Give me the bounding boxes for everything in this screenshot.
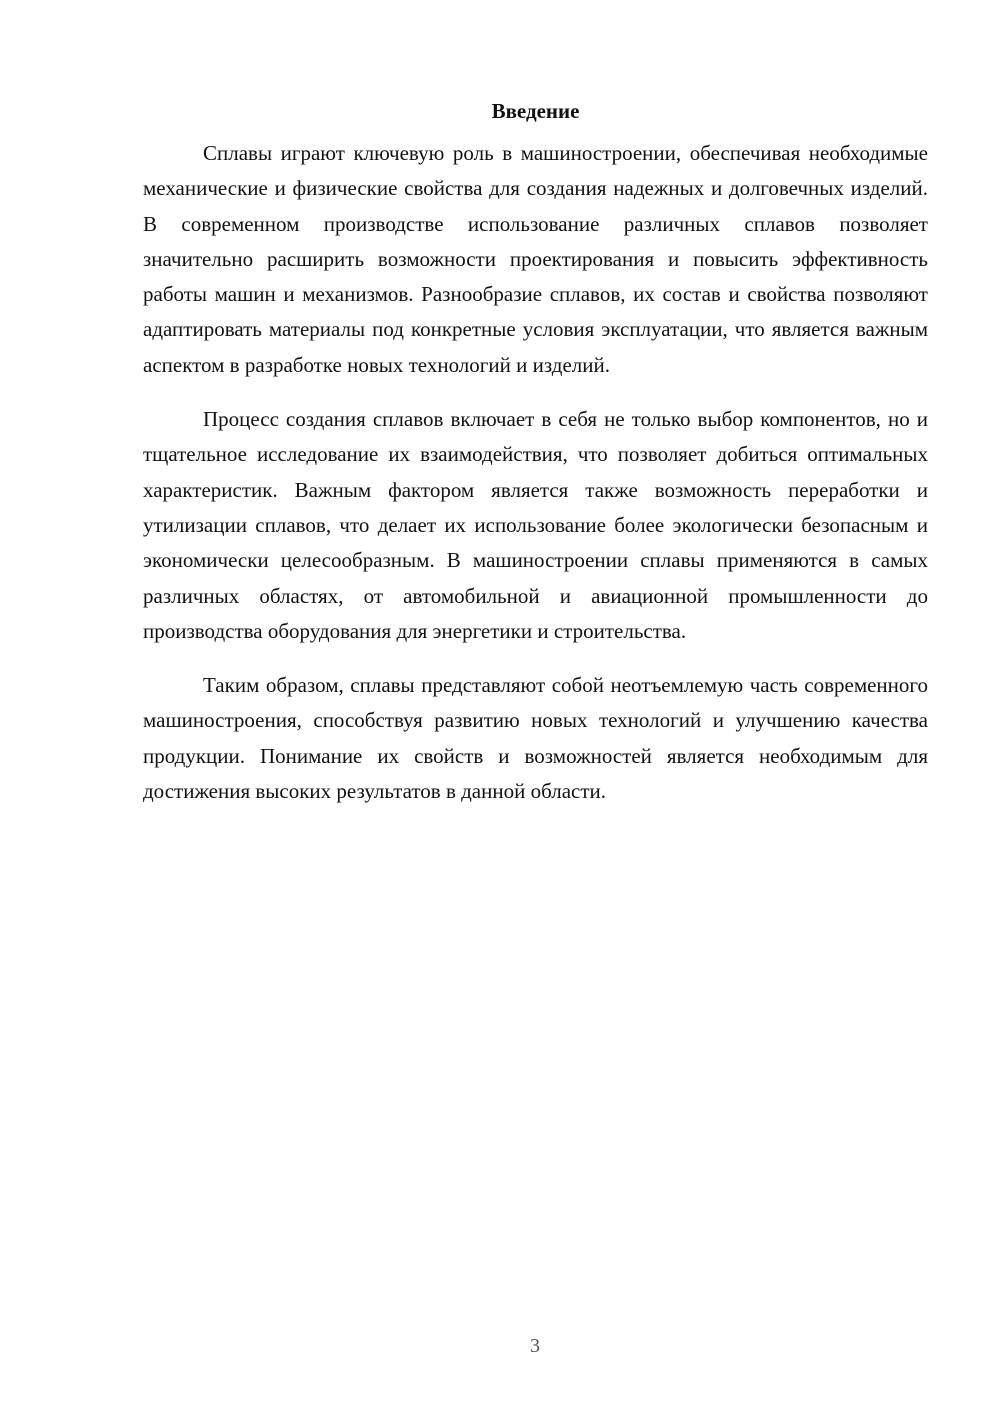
page-content	[143, 96, 928, 828]
paragraph-3: Таким образом, сплавы представляют собой неотъемлемую часть современного машиностроения, способствуя развитию новых технологий и улучшению качества продукции. Понимание их свойств и возможностей является необходимым для достижения высоких результатов в данной области.	[143, 673, 928, 804]
page-number: 3	[530, 1335, 540, 1357]
section-title: Введение	[491, 99, 580, 123]
paragraph-2: Процесс создания сплавов включает в себя не только выбор компонентов, но и тщательное исследование их взаимодействия, что позволяет добиться оптимальных характеристик. Важным фактором является также возможность переработки и утилизации сплавов, что делает их использование более экологически безопасным и экономически целесообразным. В машиностроении сплавы применяются в самых различных областях, от автомобильной и авиационной промышленности до производства оборудования для энергетики и строительства.	[143, 407, 928, 643]
paragraph-1: Сплавы играют ключевую роль в машиностроении, обеспечивая необходимые механические и физические свойства для создания надежных и долговечных изделий. В современном производстве использование различных сплавов позволяет значительно расширить возможности проектирования и повысить эффективность работы машин и механизмов. Разнообразие сплавов, их состав и свойства позволяют адаптировать материалы под конкретные условия эксплуатации, что является важным аспектом в разработке новых технологий и изделий.	[143, 141, 928, 377]
